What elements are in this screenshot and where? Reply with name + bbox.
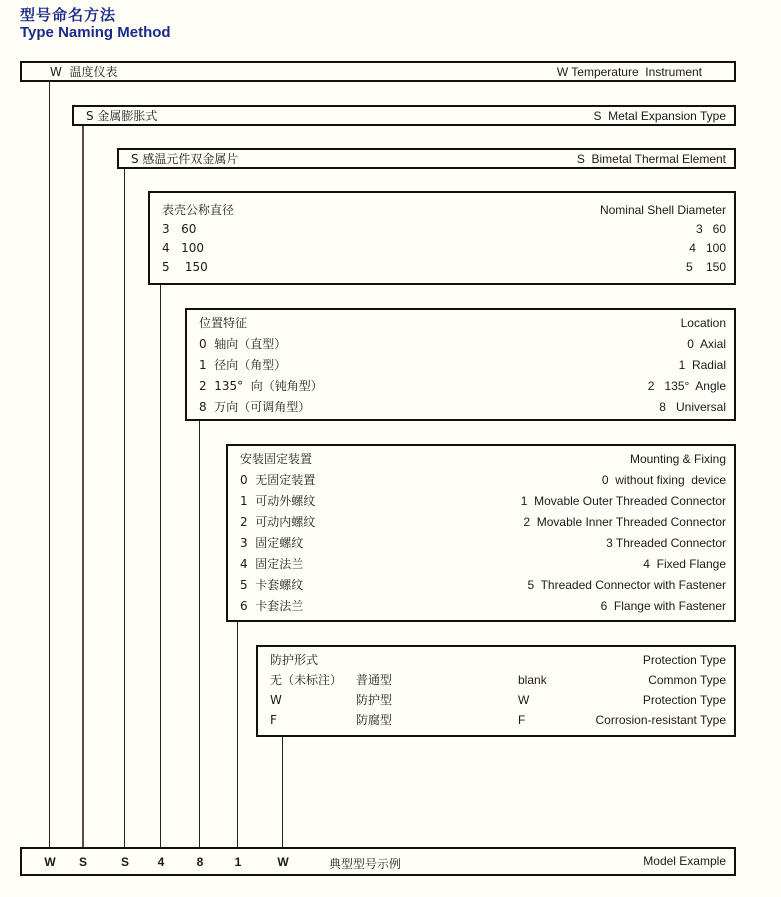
example-code: 8 bbox=[196, 855, 204, 869]
element-label-en: S Bimetal Thermal Element bbox=[576, 152, 726, 166]
connector-line-diameter bbox=[160, 284, 161, 848]
example-code: 1 bbox=[234, 855, 242, 869]
example-code: W bbox=[277, 855, 289, 869]
mounting-item-en: 6 Flange with Fastener bbox=[600, 599, 726, 613]
protection-title-cn: 防护形式 bbox=[270, 653, 319, 667]
example-label-cn: 典型型号示例 bbox=[329, 857, 402, 871]
mounting-item-en: 2 Movable Inner Threaded Connector bbox=[523, 515, 726, 529]
protection-name-cn: 防腐型 bbox=[356, 713, 393, 727]
diameter-box bbox=[148, 191, 736, 285]
location-item-en: 8 Universal bbox=[659, 400, 726, 414]
mounting-item-en: 4 Fixed Flange bbox=[643, 557, 726, 571]
mounting-item-cn: 6 卡套法兰 bbox=[240, 599, 304, 613]
diameter-item-cn: 4 100 bbox=[162, 241, 204, 255]
diameter-item-en: 5 150 bbox=[685, 260, 726, 274]
mounting-item-cn: 3 固定螺纹 bbox=[240, 536, 304, 550]
example-code: W bbox=[44, 855, 56, 869]
protection-name-cn: 防护型 bbox=[356, 693, 393, 707]
protection-name-cn: 普通型 bbox=[356, 673, 393, 687]
example-code: S bbox=[120, 855, 129, 869]
diameter-title-cn: 表壳公称直径 bbox=[162, 203, 235, 217]
mounting-item-cn: 5 卡套螺纹 bbox=[240, 578, 304, 592]
instrument-label-cn: W 温度仪表 bbox=[50, 65, 118, 79]
location-item-cn: 1 径向（角型） bbox=[199, 358, 287, 372]
protection-name-en: Common Type bbox=[648, 673, 726, 687]
protection-box bbox=[256, 645, 736, 737]
location-item-en: 0 Axial bbox=[687, 337, 726, 351]
protection-code-cn: 无（未标注） bbox=[270, 673, 343, 687]
mounting-item-cn: 4 固定法兰 bbox=[240, 557, 304, 571]
connector-line-protection bbox=[282, 736, 283, 848]
location-title-cn: 位置特征 bbox=[199, 316, 248, 330]
protection-code-en: blank bbox=[518, 673, 547, 687]
connector-line-instrument bbox=[49, 81, 50, 848]
mounting-item-cn: 1 可动外螺纹 bbox=[240, 494, 316, 508]
connector-line-expansion bbox=[82, 125, 84, 848]
mounting-box bbox=[226, 444, 736, 622]
protection-code-cn: F bbox=[270, 713, 277, 727]
mounting-title-cn: 安装固定装置 bbox=[240, 452, 313, 466]
expansion-label-cn: S 金属膨胀式 bbox=[86, 109, 158, 123]
page-title-cn: 型号命名方法 bbox=[20, 6, 117, 24]
protection-name-en: Protection Type bbox=[642, 693, 726, 707]
location-box bbox=[185, 308, 736, 421]
mounting-item-en: 0 without fixing device bbox=[601, 473, 726, 487]
connector-line-location bbox=[199, 420, 200, 848]
mounting-item-en: 1 Movable Outer Threaded Connector bbox=[520, 494, 726, 508]
connector-line-element bbox=[124, 168, 125, 848]
location-item-en: 2 135° Angle bbox=[647, 379, 726, 393]
protection-title-en: Protection Type bbox=[642, 653, 726, 667]
instrument-label-en: W Temperature Instrument bbox=[556, 65, 702, 79]
mounting-item-cn: 0 无固定装置 bbox=[240, 473, 316, 487]
example-code: S bbox=[78, 855, 87, 869]
location-item-cn: 8 万向（可调角型） bbox=[199, 400, 311, 414]
connector-line-mounting bbox=[237, 621, 238, 848]
element-box bbox=[117, 148, 736, 169]
protection-code-cn: W bbox=[270, 693, 282, 707]
mounting-title-en: Mounting & Fixing bbox=[629, 452, 726, 466]
diameter-item-cn: 5 150 bbox=[162, 260, 208, 274]
expansion-label-en: S Metal Expansion Type bbox=[593, 109, 726, 123]
protection-code-en: W bbox=[518, 693, 530, 707]
diameter-item-en: 4 100 bbox=[689, 241, 726, 255]
mounting-item-cn: 2 可动内螺纹 bbox=[240, 515, 316, 529]
mounting-item-en: 5 Threaded Connector with Fastener bbox=[527, 578, 726, 592]
diameter-item-cn: 3 60 bbox=[162, 222, 197, 236]
instrument-box bbox=[20, 61, 736, 82]
example-label-en: Model Example bbox=[643, 854, 726, 868]
location-title-en: Location bbox=[680, 316, 726, 330]
example-code: 4 bbox=[157, 855, 165, 869]
location-item-cn: 2 135° 向（钝角型） bbox=[199, 379, 323, 393]
element-label-cn: S 感温元件双金属片 bbox=[131, 152, 239, 166]
location-item-en: 1 Radial bbox=[678, 358, 726, 372]
protection-name-en: Corrosion-resistant Type bbox=[595, 713, 726, 727]
diameter-item-en: 3 60 bbox=[695, 222, 726, 236]
protection-code-en: F bbox=[518, 713, 526, 727]
diameter-title-en: Nominal Shell Diameter bbox=[599, 203, 726, 217]
expansion-box bbox=[72, 105, 736, 126]
location-item-cn: 0 轴向（直型） bbox=[199, 337, 287, 351]
page-title-en: Type Naming Method bbox=[20, 24, 171, 41]
mounting-item-en: 3 Threaded Connector bbox=[606, 536, 726, 550]
